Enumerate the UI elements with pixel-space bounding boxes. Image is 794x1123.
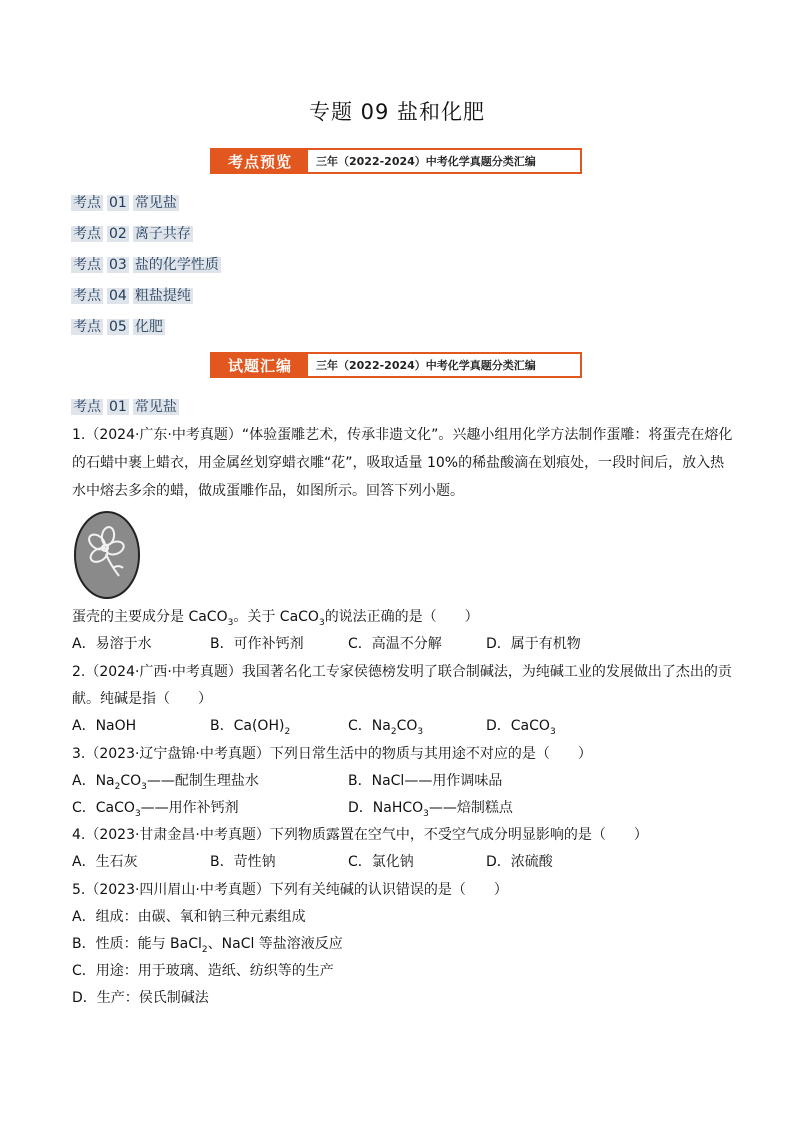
q1-line-1: 1.（2024·广东·中考真题）“体验蛋雕艺术，传承非遗文化”。兴趣小组用化学方法制作蛋雕：将蛋壳在熔化 bbox=[72, 427, 733, 443]
q4-option-b[interactable]: B．苛性钠 bbox=[210, 854, 276, 870]
banner-subtitle: 三年（2022-2024）中考化学真题分类汇编 bbox=[316, 155, 536, 168]
q1-stem: 蛋壳的主要成分是 CaCO$_3$。关于 CaCO$_3$的说法正确的是（ ） bbox=[72, 609, 479, 628]
q4-line-1: 4.（2023·甘肃金昌·中考真题）下列物质露置在空气中，不受空气成分明显影响的是（ ） bbox=[72, 827, 648, 843]
q3-option-c[interactable]: C．CaCO$_3$——用作补钙剂 bbox=[72, 800, 239, 819]
q2-option-b[interactable]: B．$Ca(OH)_2$ bbox=[210, 718, 291, 737]
q5-option-c[interactable]: C．用途：用于玻璃、造纸、纺织等的生产 bbox=[72, 963, 334, 979]
q5-line-1: 5.（2023·四川眉山·中考真题）下列有关纯碱的认识错误的是（ ） bbox=[72, 882, 508, 898]
q2-option-c[interactable]: C．$Na_2CO_3$ bbox=[348, 718, 424, 737]
q2-option-d[interactable]: D．CaCO$_3$ bbox=[486, 718, 556, 737]
banner-subtitle: 三年（2022-2024）中考化学真题分类汇编 bbox=[316, 359, 536, 372]
egg-carving-image bbox=[73, 510, 141, 600]
q2-option-a[interactable]: A．NaOH bbox=[72, 718, 137, 734]
q4-option-c[interactable]: C．氯化钠 bbox=[348, 854, 414, 870]
q2-line-2: 献。纯碱是指（ ） bbox=[72, 691, 212, 707]
banner-tag: 试题汇编 bbox=[212, 354, 308, 376]
toc-item-5[interactable]: 考点 05 化肥 bbox=[73, 319, 163, 335]
banner-tag: 考点预览 bbox=[212, 150, 308, 172]
q3-option-b[interactable]: B．NaCl——用作调味品 bbox=[348, 773, 503, 789]
q1-line-2: 的石蜡中裹上蜡衣，用金属丝划穿蜡衣雕“花”，吸取适量 10%的稀盐酸滴在划痕处，一段时间后，放入热 bbox=[72, 455, 725, 471]
q3-line-1: 3.（2023·辽宁盘锦·中考真题）下列日常生活中的物质与其用途不对应的是（ ） bbox=[72, 746, 592, 762]
q1-option-c[interactable]: C．高温不分解 bbox=[348, 636, 442, 652]
q4-option-a[interactable]: A．生石灰 bbox=[72, 854, 138, 870]
toc-item-4[interactable]: 考点 04 粗盐提纯 bbox=[73, 288, 191, 304]
section-heading: 考点 01 常见盐 bbox=[73, 399, 177, 415]
q3-option-a[interactable]: A．$Na_2CO_3——$配制生理盐水 bbox=[72, 773, 259, 792]
q5-option-d[interactable]: D．生产：侯氏制碱法 bbox=[72, 990, 209, 1006]
q3-option-d[interactable]: D．NaHCO$_3$——焙制糕点 bbox=[348, 800, 513, 819]
q1-option-b[interactable]: B．可作补钙剂 bbox=[210, 636, 304, 652]
toc-item-2[interactable]: 考点 02 离子共存 bbox=[73, 226, 191, 242]
q5-option-b[interactable]: B．性质：能与 BaCl$_2$、NaCl 等盐溶液反应 bbox=[72, 936, 343, 955]
toc-item-1[interactable]: 考点 01 常见盐 bbox=[73, 195, 177, 211]
q1-option-a[interactable]: A．易溶于水 bbox=[72, 636, 152, 652]
preview-banner bbox=[210, 148, 582, 174]
q1-line-3: 水中熔去多余的蜡，做成蛋雕作品，如图所示。回答下列小题。 bbox=[72, 483, 464, 499]
q1-option-d[interactable]: D．属于有机物 bbox=[486, 636, 581, 652]
q4-option-d[interactable]: D．浓硫酸 bbox=[486, 854, 553, 870]
page-title: 专题 09 盐和化肥 bbox=[308, 100, 486, 124]
q2-line-1: 2.（2024·广西·中考真题）我国著名化工专家侯德榜发明了联合制碱法，为纯碱工业的发展做出了杰出的贡 bbox=[72, 664, 732, 680]
q5-option-a[interactable]: A．组成：由碳、氧和钠三种元素组成 bbox=[72, 909, 306, 925]
toc-item-3[interactable]: 考点 03 盐的化学性质 bbox=[73, 257, 219, 273]
questions-banner bbox=[210, 352, 582, 378]
